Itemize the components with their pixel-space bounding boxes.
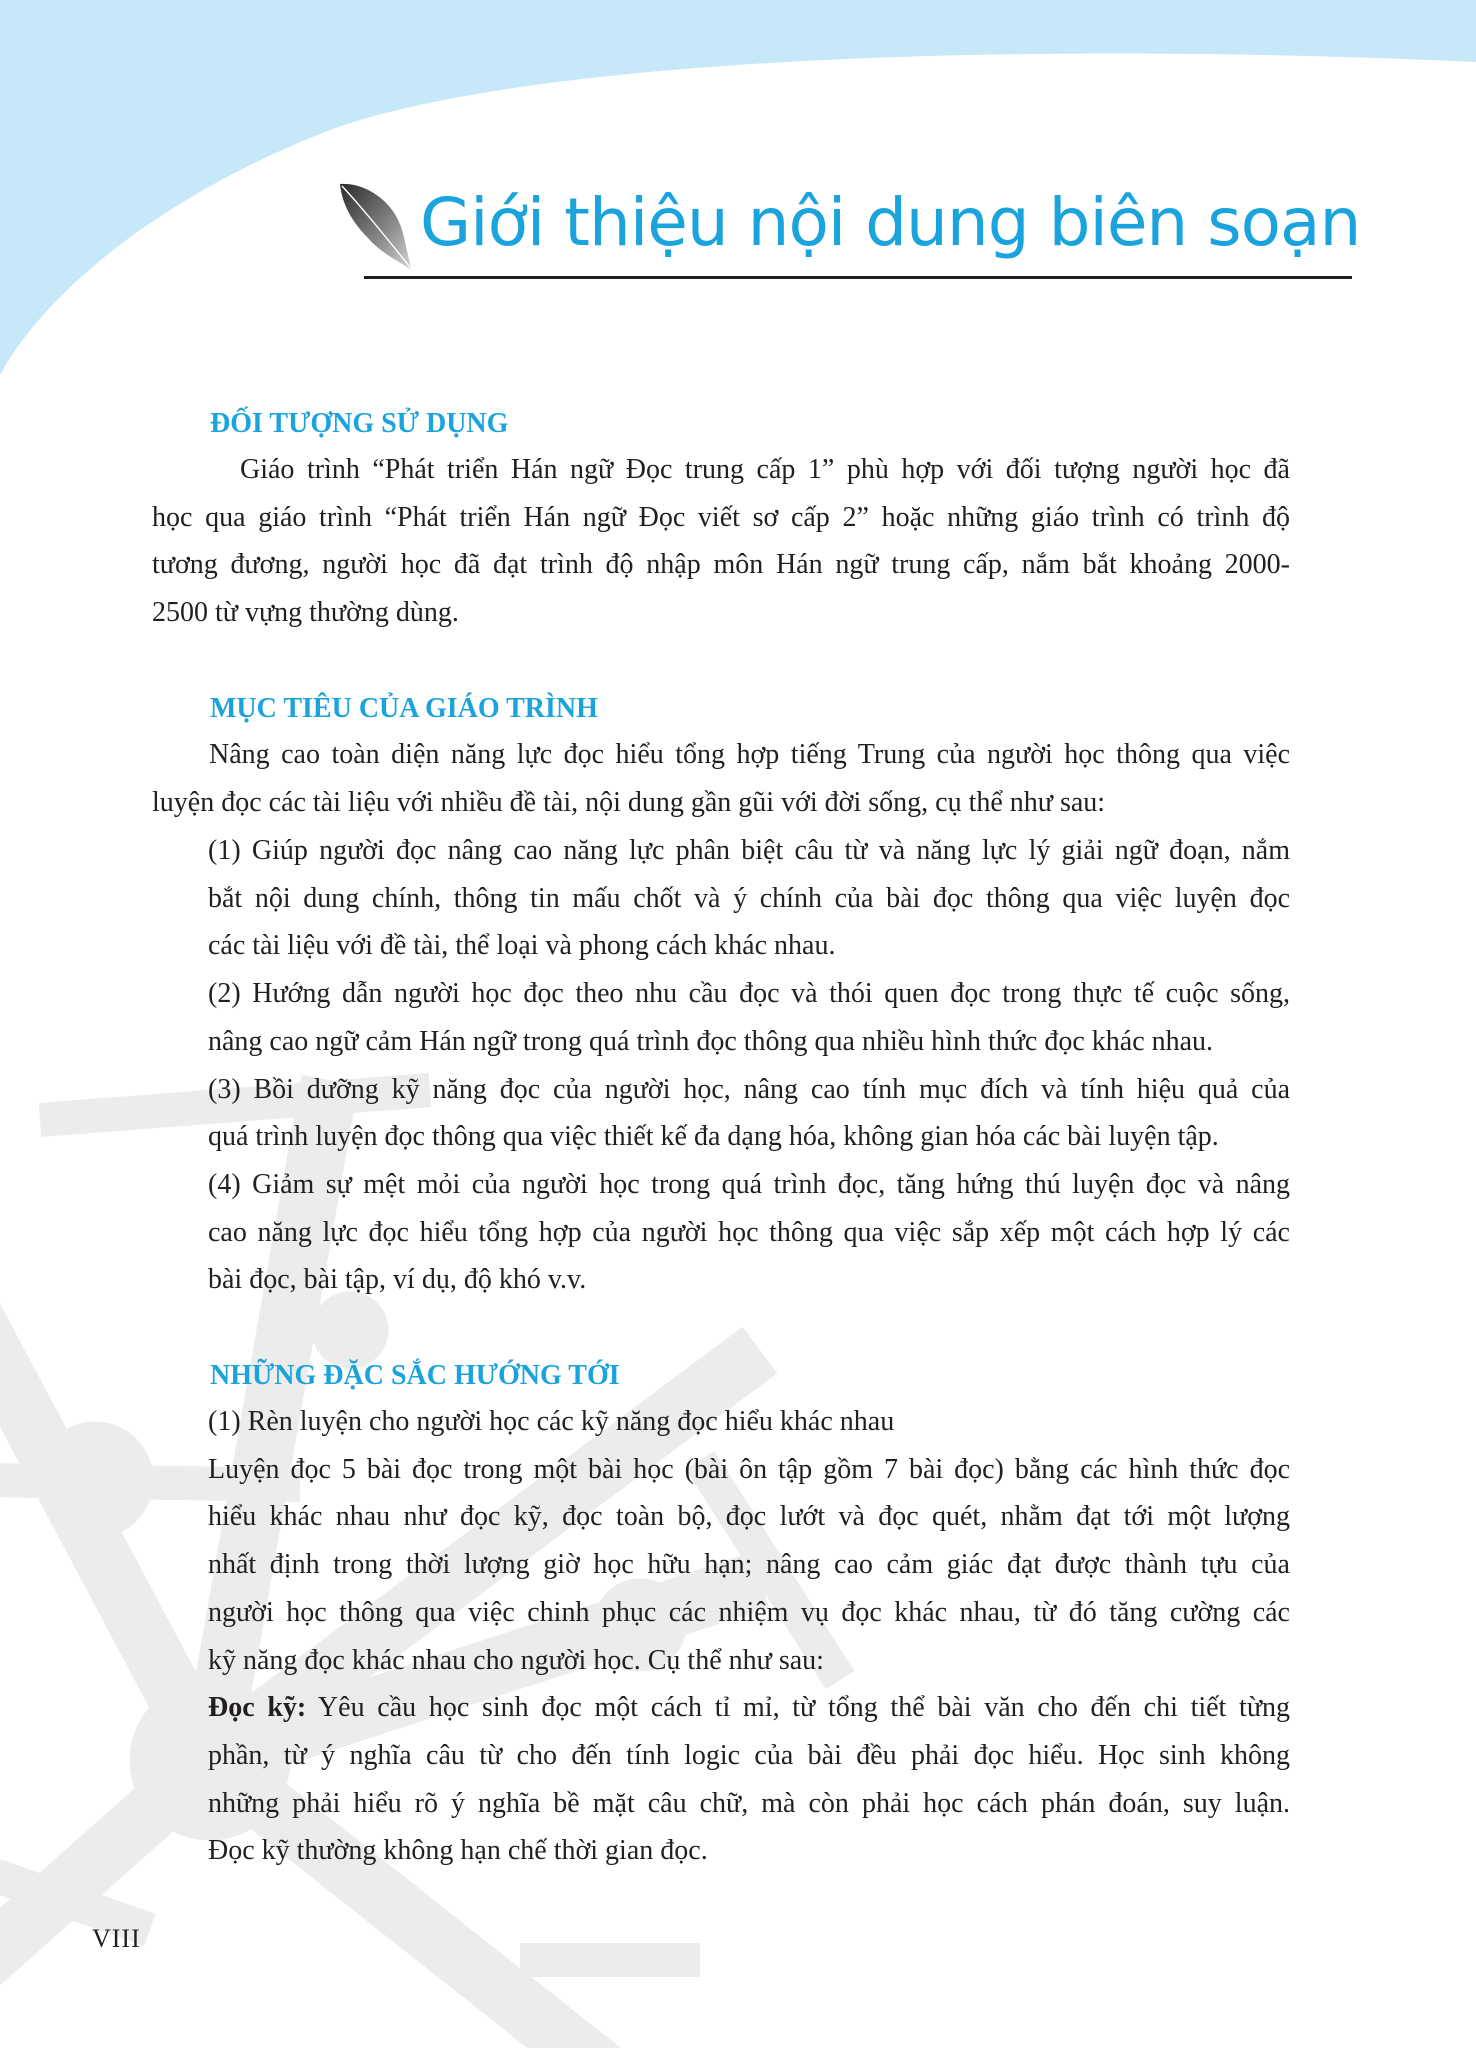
objectives-list — [208, 827, 1290, 1304]
feather-icon — [336, 178, 420, 274]
paragraph-line: Giáo trình “Phát triển Hán ngữ Đọc trung cấp 1” phù hợp với đối tượng người học đã — [240, 454, 1290, 485]
term-label: Đọc kỹ: — [208, 1692, 307, 1724]
paragraph-line: những phải hiểu rõ ý nghĩa bề mặt câu chữ, mà còn phải học cách phán đoán, suy luận. — [208, 1787, 1290, 1819]
objectives-intro — [152, 731, 1290, 826]
list-item-line: bắt nội dung chính, thông tin mấu chốt và ý chính của bài đọc thông qua việc luyện đọc — [208, 882, 1290, 914]
section-heading-audience: ĐỐI TƯỢNG SỬ DỤNG — [210, 408, 509, 439]
term-text: Yêu cầu học sinh đọc một cách tỉ mỉ, từ tổng thể bài văn cho đến chi tiết từng — [306, 1692, 1290, 1724]
paragraph-line: kỹ năng đọc khác nhau cho người học. Cụ thể như sau: — [208, 1644, 824, 1676]
paragraph-line: tương đương, người học đã đạt trình độ nhập môn Hán ngữ trung cấp, nắm bắt khoảng 2000- — [152, 549, 1290, 581]
paragraph-line: 2500 từ vựng thường dùng. — [152, 597, 459, 629]
list-item-line: các tài liệu với đề tài, thể loại và phong cách khác nhau. — [208, 930, 836, 962]
title-underline — [364, 276, 1352, 279]
paragraph-line: phần, từ ý nghĩa câu từ cho đến tính logic của bài đều phải đọc hiểu. Học sinh không — [208, 1739, 1290, 1771]
list-item-line: quá trình luyện đọc thông qua việc thiết kế đa dạng hóa, không gian hóa các bài luyện tập. — [208, 1121, 1219, 1153]
paragraph-line: hiểu khác nhau như đọc kỹ, đọc toàn bộ, đọc lướt và đọc quét, nhằm đạt tới một lượng — [208, 1501, 1290, 1533]
paragraph-line: luyện đọc các tài liệu với nhiều đề tài, nội dung gần gũi với đời sống, cụ thể như sau: — [152, 786, 1106, 818]
paragraph-line: học qua giáo trình “Phát triển Hán ngữ Đọc viết sơ cấp 2” hoặc những giáo trình có trình độ — [152, 501, 1290, 533]
paragraph-line: Nâng cao toàn diện năng lực đọc hiểu tổng hợp tiếng Trung của người học thông qua việc — [209, 739, 1290, 770]
list-item-line: bài đọc, bài tập, ví dụ, độ khó v.v. — [208, 1264, 587, 1296]
audience-paragraph — [152, 446, 1290, 637]
list-item: (2) Hướng dẫn người học đọc theo nhu cầu đọc và thói quen đọc trong thực tế cuộc sống, — [208, 978, 1290, 1010]
page-title: Giới thiệu nội dung biên soạn — [420, 184, 1361, 261]
list-item: (1) Giúp người đọc nâng cao năng lực phân biệt câu từ và năng lực lý giải ngữ đoạn, nắm — [208, 835, 1290, 866]
list-item: (4) Giảm sự mệt mỏi của người học trong quá trình đọc, tăng hứng thú luyện đọc và nâng — [208, 1168, 1290, 1200]
term-line — [208, 1684, 1290, 1732]
section-heading-objectives: MỤC TIÊU CỦA GIÁO TRÌNH — [210, 693, 598, 724]
list-item: (3) Bồi dưỡng kỹ năng đọc của người học, nâng cao tính mục đích và tính hiệu quả của — [208, 1073, 1290, 1105]
list-item-line: nâng cao ngữ cảm Hán ngữ trong quá trình đọc thông qua nhiều hình thức đọc khác nhau. — [208, 1025, 1214, 1057]
paragraph-line: Luyện đọc 5 bài đọc trong một bài học (bài ôn tập gồm 7 bài đọc) bằng các hình thức đọc — [208, 1453, 1290, 1485]
paragraph-line: nhất định trong thời lượng giờ học hữu hạn; nâng cao cảm giác đạt được thành tựu của — [208, 1549, 1290, 1581]
paragraph-line: người học thông qua việc chinh phục các nhiệm vụ đọc khác nhau, từ đó tăng cường các — [208, 1596, 1290, 1628]
list-item: (1) Rèn luyện cho người học các kỹ năng đọc hiểu khác nhau — [208, 1406, 895, 1437]
list-item-line: cao năng lực đọc hiểu tổng hợp của người học thông qua việc sắp xếp một cách hợp lý các — [208, 1216, 1290, 1248]
paragraph-line: Đọc kỹ thường không hạn chế thời gian đọc. — [208, 1835, 708, 1867]
section-heading-features: NHỮNG ĐẶC SẮC HƯỚNG TỚI — [210, 1360, 620, 1391]
features-paragraph — [208, 1398, 1290, 1875]
page-number: VIII — [92, 1924, 141, 1953]
